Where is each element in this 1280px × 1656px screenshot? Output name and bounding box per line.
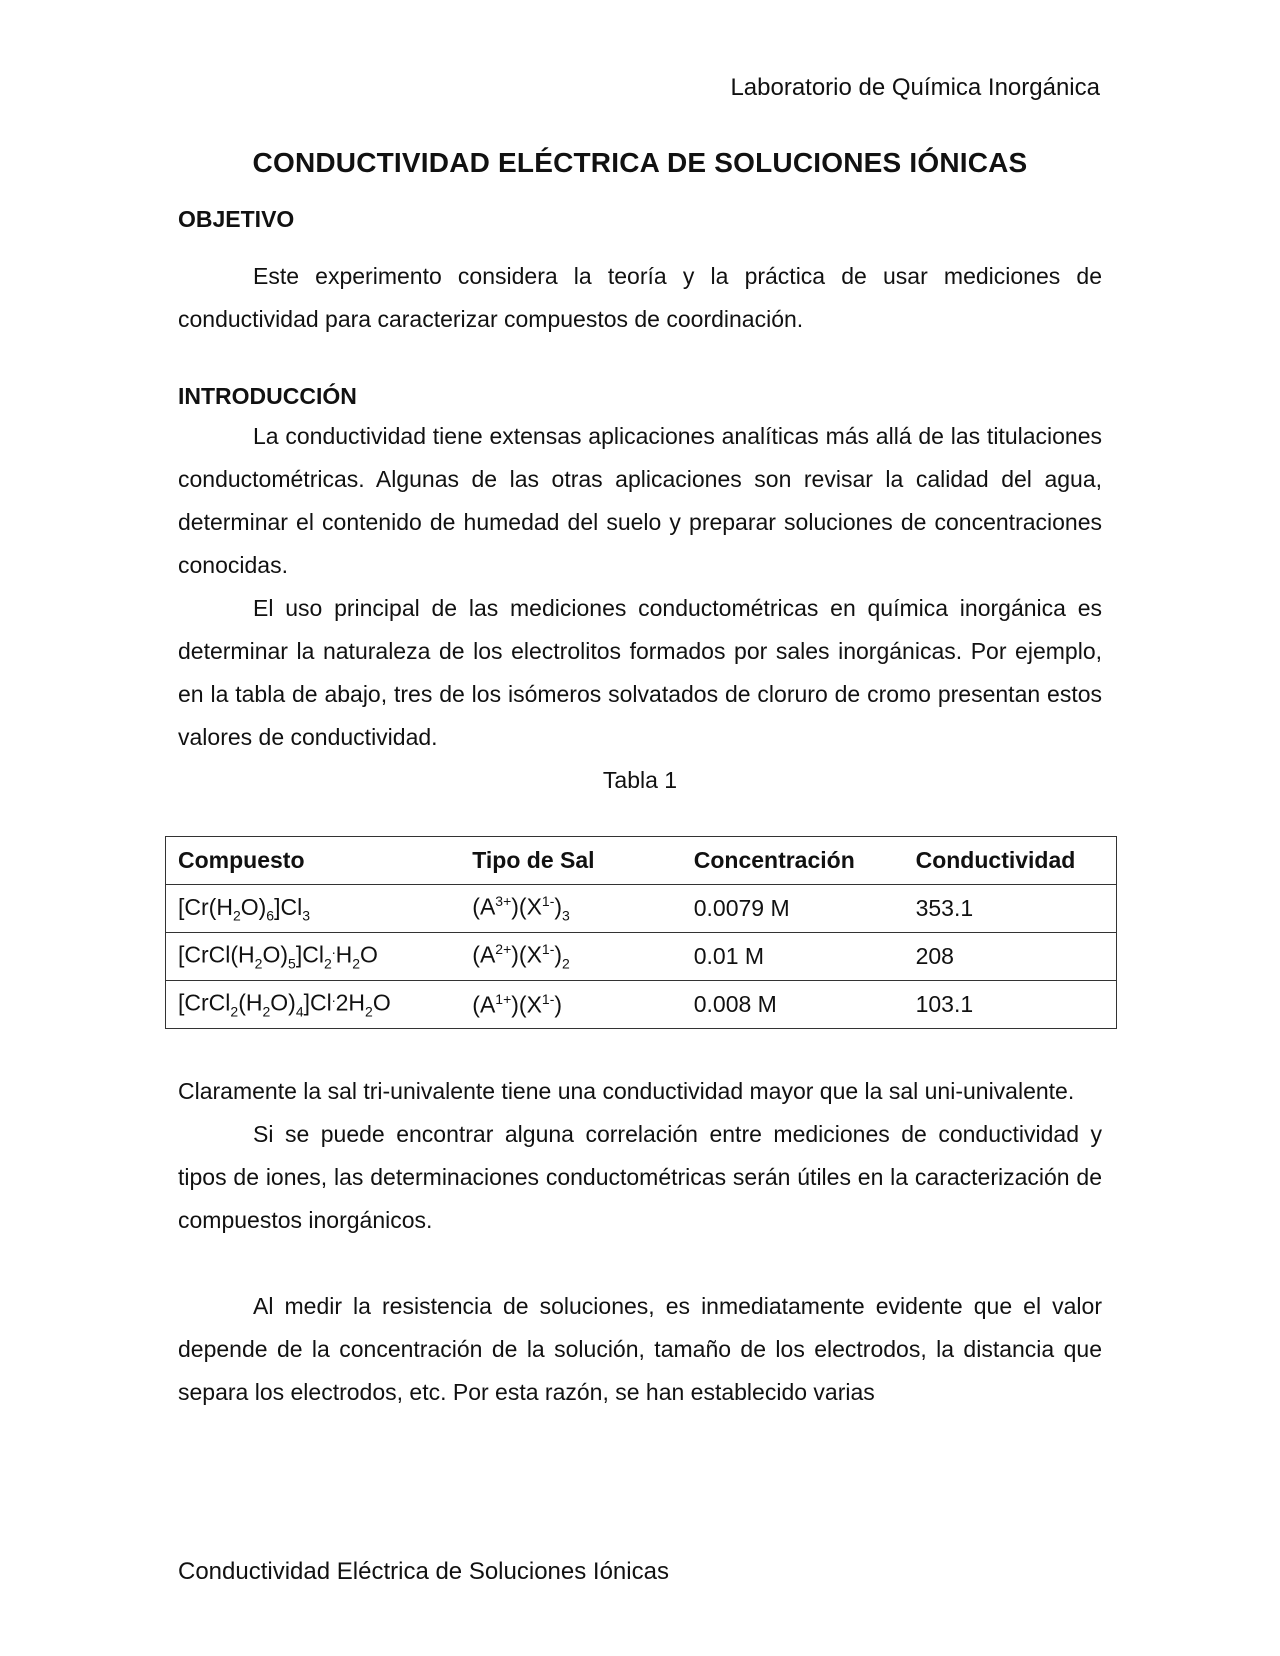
concentration-value: 0.0079 M xyxy=(682,885,904,933)
document-title: CONDUCTIVIDAD ELÉCTRICA DE SOLUCIONES IÓNICAS xyxy=(252,147,1028,178)
header-concentracion: Concentración xyxy=(682,837,904,885)
table-row xyxy=(166,885,1117,933)
compound-formula: $[Cr(H_2O)_6]Cl_3$ xyxy=(166,885,461,933)
paragraph-5: Al medir la resistencia de soluciones, es inmediatamente evidente que el valor depende de la concentración de la solución, tamaño de los electrodos, la distancia que separa los electrodos, etc. Por esta razón, se han establecido varias xyxy=(178,1293,1102,1405)
intro-paragraph-2: El uso principal de las mediciones conductométricas en química inorgánica es determinar la naturaleza de los electrolitos formados por sales inorgánicas. Por ejemplo, en la tabla de abajo, tres de los isómeros solvatados de cloruro de cromo presentan estos valores de conductividad. xyxy=(178,595,1102,750)
conductivity-value: 353.1 xyxy=(904,885,1117,933)
conductivity-table-wrapper xyxy=(165,836,1117,1029)
header-conductividad: Conductividad xyxy=(904,837,1117,885)
after-table-section xyxy=(178,1070,1102,1414)
header-compuesto: Compuesto xyxy=(166,837,461,885)
conductivity-table xyxy=(165,836,1117,1029)
objetivo-text: Este experimento considera la teoría y la práctica de usar mediciones de conductividad para caracterizar compuestos de coordinación. xyxy=(178,263,1102,332)
table-caption: Tabla 1 xyxy=(602,767,678,793)
salt-type: $(A^{1+})(X^{1-})$ xyxy=(460,981,681,1029)
page-header: Laboratorio de Química Inorgánica xyxy=(730,74,1100,101)
intro-paragraph-1: La conductividad tiene extensas aplicaciones analíticas más allá de las titulaciones conductométricas. Algunas de las otras aplicaciones son revisar la calidad del agua, determinar el contenido de humedad del suelo y preparar soluciones de concentraciones conocidas. xyxy=(178,423,1102,578)
table-row xyxy=(166,933,1117,981)
introduccion-section xyxy=(178,380,1102,802)
page-footer: Conductividad Eléctrica de Soluciones Iónicas xyxy=(178,1558,669,1585)
introduccion-heading: INTRODUCCIÓN xyxy=(178,383,357,409)
header-tipo-de-sal: Tipo de Sal xyxy=(460,837,681,885)
objetivo-section xyxy=(178,203,1102,341)
compound-formula: $[CrCl_2(H_2O)_4]Cl^.2H_2O$ xyxy=(166,981,461,1029)
concentration-value: 0.01 M xyxy=(682,933,904,981)
table-header-row xyxy=(166,837,1117,885)
conductivity-value: 103.1 xyxy=(904,981,1117,1029)
conductivity-value: 208 xyxy=(904,933,1117,981)
paragraph-4: Si se puede encontrar alguna correlación entre mediciones de conductividad y tipos de iones, las determinaciones conductométricas serán útiles en la caracterización de compuestos inorgánicos. xyxy=(178,1121,1102,1233)
objetivo-heading: OBJETIVO xyxy=(178,206,295,232)
salt-type: $(A^{2+})(X^{1-})_2$ xyxy=(460,933,681,981)
concentration-value: 0.008 M xyxy=(682,981,904,1029)
salt-type: $(A^{3+})(X^{1-})_3$ xyxy=(460,885,681,933)
paragraph-3: Claramente la sal tri-univalente tiene una conductividad mayor que la sal uni-univalente. xyxy=(178,1078,1075,1104)
table-row xyxy=(166,981,1117,1029)
compound-formula: $[CrCl(H_2O)_5]Cl_2^.H_2O$ xyxy=(166,933,461,981)
